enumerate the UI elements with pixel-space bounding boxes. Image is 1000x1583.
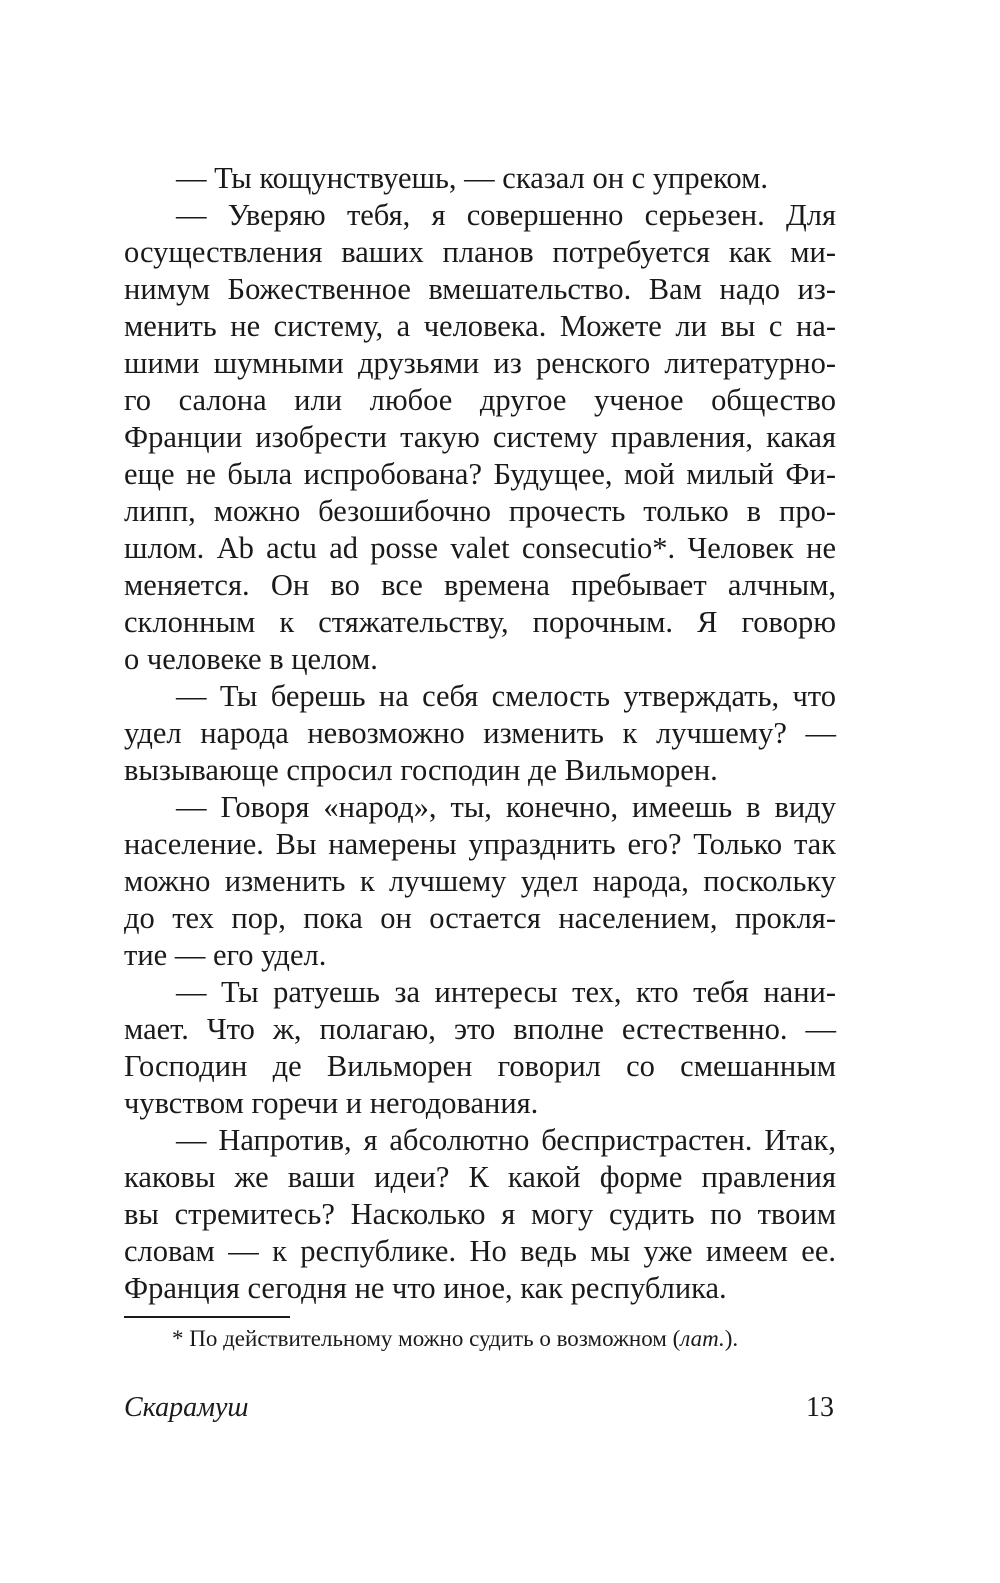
text-line: шими шумными друзьями из ренского литературно- bbox=[124, 346, 836, 380]
text-line: Франция сегодня не что иное, как республика. bbox=[124, 1271, 727, 1305]
text-line: — Ты ратуешь за интересы тех, кто тебя нани- bbox=[176, 975, 836, 1009]
text-line: каковы же ваши идеи? К какой форме правления bbox=[124, 1160, 836, 1194]
text-line: липп, можно безошибочно прочесть только в про- bbox=[124, 494, 836, 528]
footnote-close: ). bbox=[724, 1326, 739, 1351]
text-line: тие — его удел. bbox=[124, 938, 327, 972]
footnote bbox=[172, 1323, 738, 1355]
text-line: до тех пор, пока он остается населением, прокля- bbox=[124, 901, 836, 935]
running-title: Скарамуш bbox=[124, 1392, 249, 1423]
text-line: Франции изобрести такую систему правления, какая bbox=[124, 420, 836, 454]
text-line: — Напротив, я абсолютно беспристрастен. Итак, bbox=[176, 1123, 836, 1157]
text-line: словам — к республике. Но ведь мы уже имеем ее. bbox=[124, 1234, 836, 1268]
text-line: о человеке в целом. bbox=[124, 642, 378, 676]
text-line: вы стремитесь? Насколько я могу судить по твоим bbox=[124, 1197, 836, 1231]
text-line: меняется. Он во все времена пребывает алчным, bbox=[124, 568, 836, 602]
footnote-divider bbox=[124, 1316, 290, 1318]
text-line: удел народа невозможно изменить к лучшему? — bbox=[124, 716, 836, 750]
text-line: мает. Что ж, полагаю, это вполне естественно. — bbox=[124, 1012, 836, 1046]
text-line: Господин де Вильморен говорил со смешанным bbox=[124, 1049, 836, 1083]
body-text bbox=[124, 160, 836, 1307]
text-line: менить не систему, а человека. Можете ли вы с на- bbox=[124, 309, 836, 343]
text-line: — Говоря «народ», ты, конечно, имеешь в виду bbox=[176, 790, 836, 824]
text-line: го салона или любое другое ученое общество bbox=[124, 383, 836, 417]
text-line: — Уверяю тебя, я совершенно серьезен. Для bbox=[176, 198, 836, 232]
text-line: нимум Божественное вмешательство. Вам надо из- bbox=[124, 272, 836, 306]
text-line: — Ты берешь на себя смелость утверждать, что bbox=[176, 679, 836, 713]
page-number: 13 bbox=[806, 1392, 834, 1423]
text-line: чувством горечи и негодования. bbox=[124, 1086, 539, 1120]
text-line: население. Вы намерены упразднить его? Только так bbox=[124, 827, 836, 861]
text-line: склонным к стяжательству, порочным. Я говорю bbox=[124, 605, 836, 639]
text-line: — Ты кощунствуешь, — сказал он с упреком. bbox=[176, 161, 769, 195]
text-line: осуществления ваших планов потребуется как ми- bbox=[124, 235, 836, 269]
text-line: еще не была испробована? Будущее, мой милый Фи- bbox=[124, 457, 836, 491]
footnote-text: * По действительному можно судить о возможном ( bbox=[172, 1326, 681, 1351]
text-line: можно изменить к лучшему удел народа, поскольку bbox=[124, 864, 836, 898]
text-line: шлом. Ab actu ad posse valet consecutio*. Человек не bbox=[124, 531, 836, 565]
text-line: вызывающе спросил господин де Вильморен. bbox=[124, 753, 718, 787]
footnote-language: лат. bbox=[680, 1326, 725, 1351]
